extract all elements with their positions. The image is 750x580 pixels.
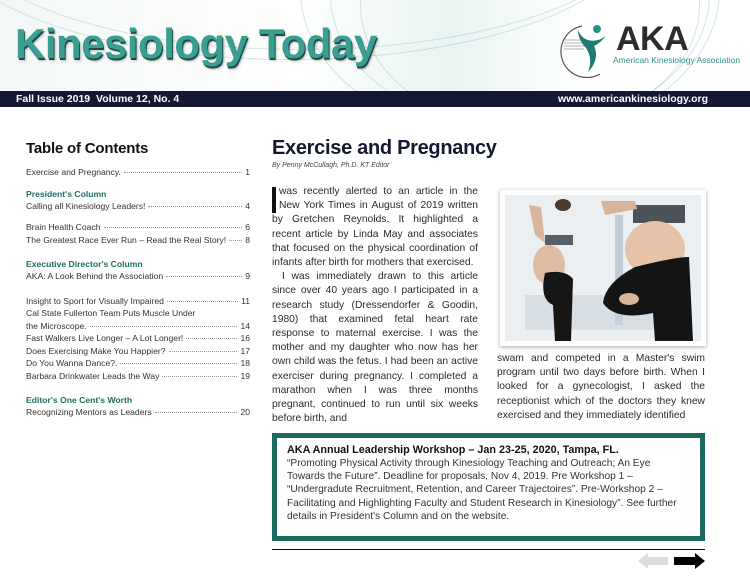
article-photo [500, 190, 706, 346]
toc-entry-title: Insight to Sport for Visually Impaired [26, 295, 164, 306]
toc-entry-page: 6 [245, 222, 250, 232]
footer-divider [272, 549, 705, 550]
toc-section-heading: Executive Director's Column [26, 259, 143, 269]
article-column-2: swam and competed in a Master's swim program until two days before birth. When I looked for a gynecologist, I asked the receptionist which of the doctors they knew exercised and they immediately identified [497, 353, 705, 421]
callout-body: “Promoting Physical Activity through Kinesiology Teaching and Outreach; An Eye Towards the Future”. Deadline for proposals, Nov 4, 2019. Pre Workshop 1 – “Undergradute Recruitment, Retention, and Career Trajectoires”. Pre-Workshop 2 – Facilitating and Highlighting Faculty and Student Research in Kinesiology”. See further details in President's Column and on the website. [287, 458, 677, 522]
toc-entry-title: Brain Health Coach [26, 222, 101, 232]
website-link[interactable]: www.americankinesiology.org [558, 93, 708, 105]
toc-entry[interactable] [26, 201, 250, 214]
toc-entry-page: 8 [245, 234, 250, 245]
workshop-callout-box [272, 433, 705, 541]
toc-entry[interactable] [26, 308, 250, 321]
toc-entry[interactable] [26, 321, 250, 334]
toc-entry-page: 11 [241, 295, 250, 306]
toc-entry-page: 17 [240, 345, 250, 356]
toc-entry-title: Fast Walkers Live Longer – A Lot Longer! [26, 333, 184, 343]
toc-entry-title: Exercise and Pregnancy. [26, 167, 121, 177]
article-byline: By Penny McCullagh, Ph.D. KT Editor [272, 162, 390, 169]
toc-section-heading: President's Column [26, 188, 107, 199]
leader-dots [186, 338, 237, 339]
leader-dots [90, 326, 238, 327]
toc-entry[interactable] [26, 296, 250, 309]
leader-dots [166, 276, 242, 277]
volume-label: Volume 12, No. 4 [96, 93, 180, 105]
toc-entry-page: 14 [240, 320, 250, 331]
arrow-left-icon[interactable] [638, 553, 668, 569]
toc-entry-title: Do You Wanna Dance?. [26, 358, 118, 368]
toc-entry[interactable] [26, 346, 250, 359]
leader-dots [104, 227, 243, 228]
toc-entry-title: Barbara Drinkwater Leads the Way [26, 370, 160, 381]
toc-entry-title: The Greatest Race Ever Run – Read the Real Story! [26, 234, 227, 245]
photo-pregnant-yoga [505, 195, 701, 341]
callout-heading: AKA Annual Leadership Workshop – Jan 23-25, 2020, Tampa, FL. [287, 444, 619, 456]
toc-entry[interactable] [26, 333, 250, 346]
leader-dots [120, 363, 237, 364]
leader-dots [155, 412, 238, 413]
spacer [26, 284, 250, 296]
table-of-contents [26, 140, 250, 420]
toc-heading: Table of Contents [26, 140, 149, 157]
leader-dots [167, 301, 238, 302]
toc-entry-page: 4 [245, 200, 250, 211]
newsletter-title: Kinesiology Today [15, 20, 377, 67]
logo-name: American Kinesiology Association [613, 55, 741, 65]
toc-section-heading: Editor's One Cent's Worth [26, 395, 133, 405]
arrow-right-icon[interactable] [674, 553, 705, 569]
toc-entry-title: Recognizing Mentors as Leaders [26, 407, 152, 417]
toc-entry-page: 19 [240, 370, 250, 381]
toc-entry-page: 1 [245, 167, 250, 177]
toc-entry[interactable] [26, 222, 250, 235]
leader-dots [148, 206, 242, 207]
issue-label: Fall Issue 2019 [16, 93, 91, 105]
article-paragraph: I was immediately drawn to this article since over 40 years ago I participated in a research study (Dressendorfer & Goodin, 1980) that examined fetal heart rate response to maternal exercise. I was the mother and my daughter who now has her own child was the fetus. I had been an active exerciser during pregnancy. I completed a marathon when I was three months pregnant, continued to run until six weeks before birth, and [272, 271, 478, 425]
leader-dots [162, 376, 237, 377]
article-paragraph [272, 185, 478, 270]
toc-entry-page: 9 [245, 271, 250, 281]
issue-band [0, 91, 750, 107]
leader-dots [169, 351, 238, 352]
paragraph-text: was recently alerted to an article in the New York Times in August of 2019 written by Gretchen Reynolds. It highlighted a recent article by Linda May and associates that focused on the physical coordination of infants after birth for mothers that exercised. [272, 186, 478, 269]
toc-entry[interactable] [26, 358, 250, 371]
toc-entry-page: 20 [240, 407, 250, 417]
article-column-1 [272, 185, 478, 426]
logo-acronym: AKA [616, 20, 689, 58]
toc-entry-title: AKA: A Look Behind the Association [26, 271, 164, 281]
toc-entry-title: the Microscope. [26, 320, 87, 331]
toc-entry-title: Does Exercising Make You Happier? [26, 345, 166, 356]
toc-entry-page: 16 [240, 333, 250, 343]
photo-illustration-icon [505, 195, 701, 341]
masthead [0, 0, 750, 91]
toc-entry[interactable] [26, 371, 250, 384]
leader-dots [124, 172, 242, 173]
toc-entry[interactable] [26, 407, 250, 420]
spacer [26, 213, 250, 222]
article-title: Exercise and Pregnancy [272, 137, 497, 159]
leader-dots [229, 240, 242, 241]
toc-entry[interactable] [26, 235, 250, 248]
toc-entry-title: Cal State Fullerton Team Puts Muscle Under [26, 308, 196, 318]
toc-entry[interactable] [26, 271, 250, 284]
toc-entry-title: Calling all Kinesiology Leaders! [26, 200, 146, 211]
drop-cap-i [272, 187, 276, 213]
toc-entry[interactable] [26, 167, 250, 180]
toc-entry-page: 18 [240, 358, 250, 368]
